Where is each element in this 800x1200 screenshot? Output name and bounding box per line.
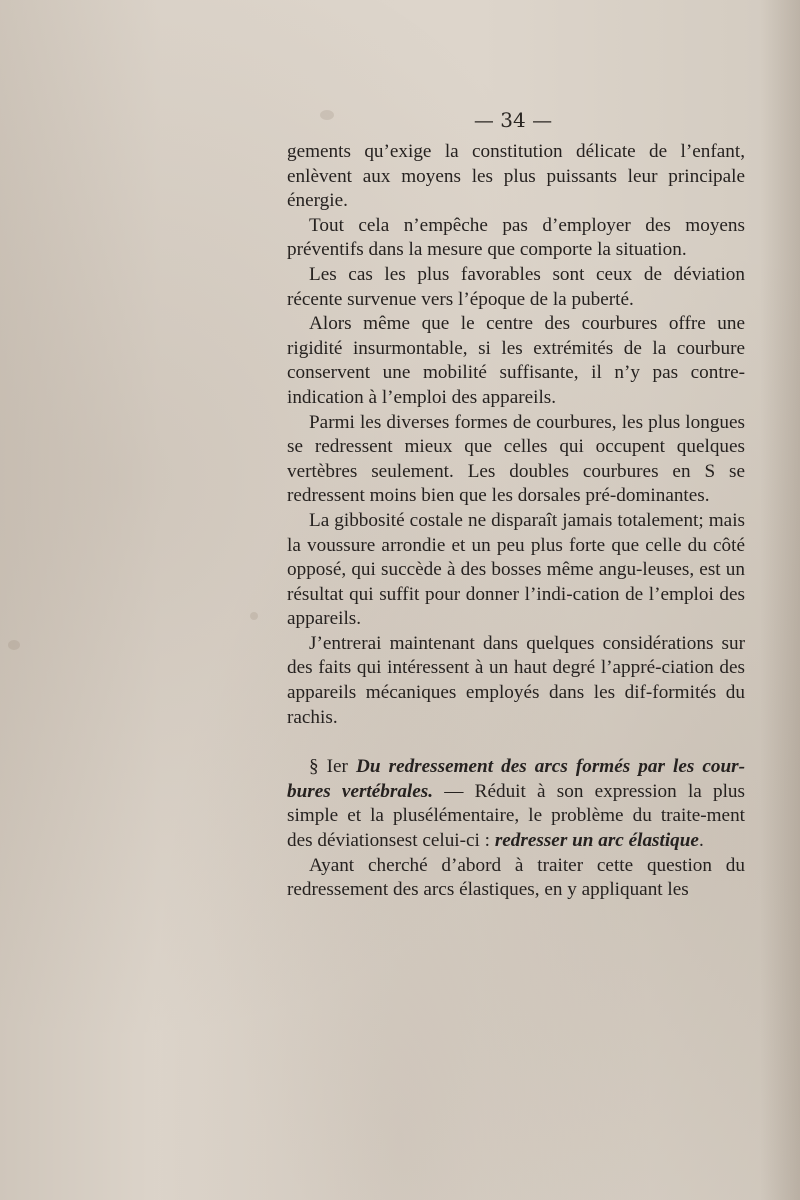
paragraph: gements qu’exige la constitution délicate de l’enfant, enlèvent aux moyens les plus puissants leur principale énergie.	[287, 141, 745, 212]
section-text: — Réduit à son expression la plus simple et la plusélémentaire, le problème du traite-ment des déviationsest celui-ci :	[287, 780, 745, 852]
section-emphasis: redresser un arc élastique	[494, 830, 699, 852]
section-paragraph	[287, 755, 745, 853]
paragraph: Tout cela n’empêche pas d’employer des moyens préventifs dans la mesure que comporte la situation.	[287, 214, 745, 261]
paragraph: Parmi les diverses formes de courbures, les plus longues se redressent mieux que celles qui occupent quelques vertèbres seulement. Les doubles courbures en S se redressent moins bien que les dorsales pré-dominantes.	[287, 411, 745, 507]
paragraph: Alors même que le centre des courbures offre une rigidité insurmontable, si les extrémités de la courbure conservent une mobilité suffisante, il n’y pas contre-indication à l’emploi des appareils.	[287, 313, 745, 408]
paper-stain	[8, 640, 20, 650]
body-text	[287, 140, 745, 903]
paragraph: La gibbosité costale ne disparaît jamais totalement; mais la voussure arrondie et un peu plus forte que celle du côté opposé, qui succède à des bosses même angu-leuses, est un résultat qui suffit pour donner l’indi-cation de l’emploi des appareils.	[287, 509, 745, 630]
section-title: Du redressement des arcs formés par les cour-bures vertébrales.	[287, 756, 745, 802]
paragraph: Les cas les plus favorables sont ceux de déviation récente survenue vers l’époque de la puberté.	[287, 263, 745, 310]
section-text-end: .	[698, 830, 704, 852]
page-edge-shadow	[760, 0, 800, 1200]
paragraph: J’entrerai maintenant dans quelques considérations sur des faits qui intéressent à un haut degré l’appré-ciation des appareils mécaniques employés dans les dif-formités du rachis.	[287, 632, 745, 728]
page-number: — 34 —	[473, 108, 553, 132]
paper-stain	[320, 110, 334, 120]
paragraph: Ayant cherché d’abord à traiter cette question du redressement des arcs élastiques, en y appliquant les	[287, 854, 745, 901]
paper-stain	[250, 612, 258, 620]
section-marker: § Ier	[309, 756, 348, 778]
